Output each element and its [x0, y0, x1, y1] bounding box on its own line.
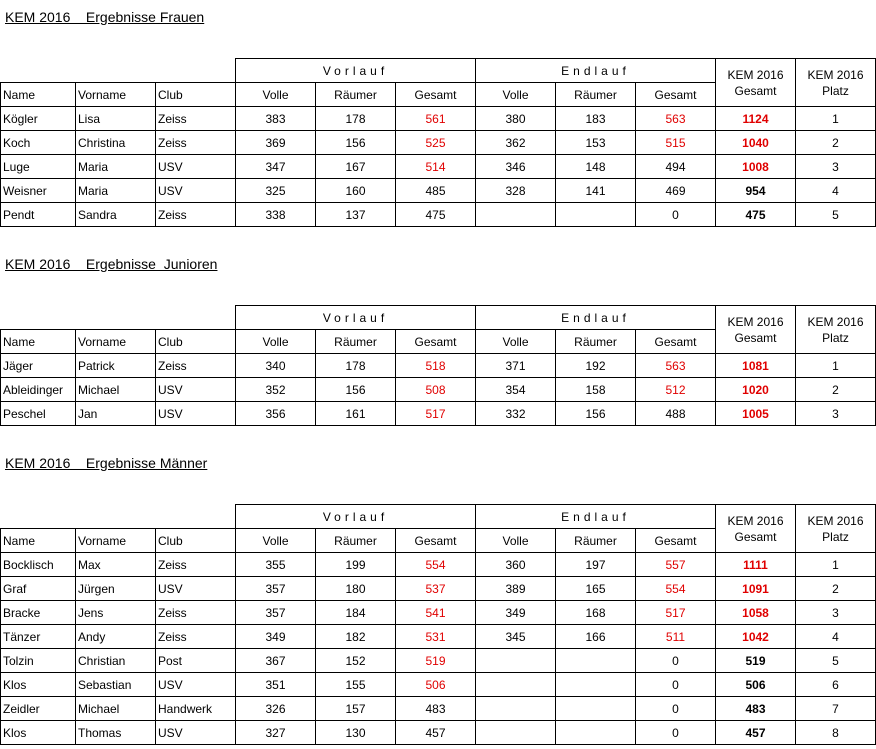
table-row	[1, 673, 876, 697]
table-row	[1, 179, 876, 203]
cell-e-volle	[476, 649, 556, 673]
results-table	[0, 504, 876, 745]
column-header-volle: Volle	[476, 83, 556, 107]
cell-e-gesamt: 563	[636, 107, 716, 131]
cell-kem: 506	[716, 673, 796, 697]
cell-v-volle: 338	[236, 203, 316, 227]
cell-e-gesamt: 0	[636, 649, 716, 673]
cell-e-raeumer: 168	[556, 601, 636, 625]
cell-v-volle: 347	[236, 155, 316, 179]
results-table	[0, 58, 876, 227]
cell-e-gesamt: 517	[636, 601, 716, 625]
cell-club: Zeiss	[156, 107, 236, 131]
cell-name: Kögler	[1, 107, 76, 131]
cell-name: Zeidler	[1, 697, 76, 721]
column-header-raeumer: Räumer	[556, 529, 636, 553]
cell-vorname: Sebastian	[76, 673, 156, 697]
header-vorlauf: Vorlauf	[236, 59, 476, 83]
cell-vorname: Maria	[76, 179, 156, 203]
cell-e-raeumer: 166	[556, 625, 636, 649]
section-title: KEM 2016 Ergebnisse Frauen	[5, 9, 205, 25]
cell-e-volle: 332	[476, 402, 556, 426]
cell-vorname: Maria	[76, 155, 156, 179]
cell-v-raeumer: 156	[316, 131, 396, 155]
cell-e-volle: 380	[476, 107, 556, 131]
cell-v-gesamt: 508	[396, 378, 476, 402]
header-vorlauf: Vorlauf	[236, 505, 476, 529]
cell-v-gesamt: 506	[396, 673, 476, 697]
cell-v-raeumer: 167	[316, 155, 396, 179]
cell-platz: 3	[796, 601, 876, 625]
header-vorlauf: Vorlauf	[236, 306, 476, 330]
cell-kem: 457	[716, 721, 796, 745]
header-endlauf: Endlauf	[476, 505, 716, 529]
cell-kem: 483	[716, 697, 796, 721]
table-row	[1, 625, 876, 649]
cell-v-gesamt: 475	[396, 203, 476, 227]
cell-e-volle: 328	[476, 179, 556, 203]
header-kem-platz: KEM 2016 Platz	[796, 306, 876, 354]
cell-club: Zeiss	[156, 625, 236, 649]
cell-kem: 1040	[716, 131, 796, 155]
column-header-volle: Volle	[236, 83, 316, 107]
column-header-club: Club	[156, 330, 236, 354]
cell-v-gesamt: 525	[396, 131, 476, 155]
cell-e-gesamt: 488	[636, 402, 716, 426]
header-endlauf: Endlauf	[476, 59, 716, 83]
cell-v-volle: 326	[236, 697, 316, 721]
cell-v-volle: 340	[236, 354, 316, 378]
cell-platz: 7	[796, 697, 876, 721]
cell-v-raeumer: 152	[316, 649, 396, 673]
cell-kem: 1111	[716, 553, 796, 577]
column-header-gesamt: Gesamt	[636, 330, 716, 354]
cell-e-gesamt: 0	[636, 721, 716, 745]
cell-e-raeumer: 153	[556, 131, 636, 155]
cell-vorname: Max	[76, 553, 156, 577]
header-kem-gesamt: KEM 2016 Gesamt	[716, 306, 796, 354]
cell-vorname: Jan	[76, 402, 156, 426]
cell-club: USV	[156, 577, 236, 601]
cell-kem: 1081	[716, 354, 796, 378]
cell-name: Weisner	[1, 179, 76, 203]
cell-e-gesamt: 0	[636, 697, 716, 721]
cell-club: USV	[156, 721, 236, 745]
cell-platz: 2	[796, 577, 876, 601]
cell-club: Zeiss	[156, 601, 236, 625]
cell-club: USV	[156, 155, 236, 179]
cell-e-volle	[476, 697, 556, 721]
table-row	[1, 131, 876, 155]
cell-v-raeumer: 161	[316, 402, 396, 426]
table-row	[1, 402, 876, 426]
cell-e-gesamt: 0	[636, 673, 716, 697]
cell-v-raeumer: 156	[316, 378, 396, 402]
column-header-vorname: Vorname	[76, 83, 156, 107]
cell-e-raeumer	[556, 203, 636, 227]
cell-e-raeumer	[556, 721, 636, 745]
cell-v-raeumer: 130	[316, 721, 396, 745]
cell-v-gesamt: 541	[396, 601, 476, 625]
column-header-raeumer: Räumer	[316, 529, 396, 553]
column-header-volle: Volle	[236, 330, 316, 354]
header-blank	[1, 59, 236, 83]
table-row	[1, 354, 876, 378]
cell-vorname: Jürgen	[76, 577, 156, 601]
cell-club: Zeiss	[156, 203, 236, 227]
cell-v-gesamt: 537	[396, 577, 476, 601]
cell-platz: 5	[796, 203, 876, 227]
cell-kem: 1058	[716, 601, 796, 625]
cell-platz: 8	[796, 721, 876, 745]
cell-club: USV	[156, 673, 236, 697]
table-row	[1, 577, 876, 601]
cell-platz: 3	[796, 402, 876, 426]
column-header-raeumer: Räumer	[316, 83, 396, 107]
column-header-raeumer: Räumer	[556, 330, 636, 354]
table-row	[1, 649, 876, 673]
cell-vorname: Andy	[76, 625, 156, 649]
cell-kem: 1124	[716, 107, 796, 131]
cell-e-gesamt: 554	[636, 577, 716, 601]
column-header-gesamt: Gesamt	[396, 83, 476, 107]
header-group-row	[1, 306, 876, 330]
cell-e-volle	[476, 203, 556, 227]
cell-v-gesamt: 518	[396, 354, 476, 378]
cell-vorname: Christina	[76, 131, 156, 155]
cell-e-gesamt: 512	[636, 378, 716, 402]
cell-v-raeumer: 157	[316, 697, 396, 721]
cell-e-gesamt: 515	[636, 131, 716, 155]
table-row	[1, 721, 876, 745]
cell-vorname: Thomas	[76, 721, 156, 745]
cell-name: Luge	[1, 155, 76, 179]
cell-name: Klos	[1, 721, 76, 745]
cell-e-raeumer: 183	[556, 107, 636, 131]
header-blank	[1, 505, 236, 529]
cell-v-raeumer: 178	[316, 354, 396, 378]
cell-e-raeumer	[556, 673, 636, 697]
cell-platz: 4	[796, 179, 876, 203]
cell-name: Koch	[1, 131, 76, 155]
column-header-name: Name	[1, 529, 76, 553]
table-row	[1, 107, 876, 131]
column-header-gesamt: Gesamt	[636, 529, 716, 553]
cell-v-raeumer: 155	[316, 673, 396, 697]
cell-v-volle: 352	[236, 378, 316, 402]
cell-name: Graf	[1, 577, 76, 601]
cell-name: Peschel	[1, 402, 76, 426]
table-row	[1, 697, 876, 721]
cell-e-gesamt: 557	[636, 553, 716, 577]
table-row	[1, 553, 876, 577]
cell-v-volle: 327	[236, 721, 316, 745]
cell-v-volle: 351	[236, 673, 316, 697]
cell-e-volle	[476, 673, 556, 697]
cell-e-raeumer: 192	[556, 354, 636, 378]
cell-platz: 1	[796, 354, 876, 378]
cell-platz: 4	[796, 625, 876, 649]
cell-v-volle: 357	[236, 601, 316, 625]
cell-e-raeumer: 148	[556, 155, 636, 179]
cell-v-gesamt: 517	[396, 402, 476, 426]
cell-kem: 1042	[716, 625, 796, 649]
cell-e-volle: 345	[476, 625, 556, 649]
column-header-volle: Volle	[476, 330, 556, 354]
cell-name: Bocklisch	[1, 553, 76, 577]
cell-e-raeumer: 141	[556, 179, 636, 203]
cell-v-volle: 325	[236, 179, 316, 203]
cell-v-raeumer: 178	[316, 107, 396, 131]
cell-v-raeumer: 182	[316, 625, 396, 649]
cell-kem: 1020	[716, 378, 796, 402]
cell-v-raeumer: 184	[316, 601, 396, 625]
cell-v-gesamt: 485	[396, 179, 476, 203]
cell-platz: 5	[796, 649, 876, 673]
cell-v-gesamt: 483	[396, 697, 476, 721]
cell-kem: 519	[716, 649, 796, 673]
cell-kem: 1005	[716, 402, 796, 426]
cell-v-volle: 355	[236, 553, 316, 577]
cell-e-gesamt: 0	[636, 203, 716, 227]
cell-vorname: Christian	[76, 649, 156, 673]
cell-v-raeumer: 160	[316, 179, 396, 203]
column-header-club: Club	[156, 83, 236, 107]
header-kem-platz: KEM 2016 Platz	[796, 59, 876, 107]
header-kem-platz: KEM 2016 Platz	[796, 505, 876, 553]
cell-e-volle: 371	[476, 354, 556, 378]
column-header-raeumer: Räumer	[556, 83, 636, 107]
cell-v-volle: 369	[236, 131, 316, 155]
header-blank	[1, 306, 236, 330]
results-table	[0, 305, 876, 426]
cell-e-volle: 354	[476, 378, 556, 402]
column-header-gesamt: Gesamt	[396, 529, 476, 553]
column-header-gesamt: Gesamt	[636, 83, 716, 107]
cell-e-raeumer: 197	[556, 553, 636, 577]
column-header-gesamt: Gesamt	[396, 330, 476, 354]
table-row	[1, 601, 876, 625]
cell-vorname: Michael	[76, 697, 156, 721]
cell-e-volle: 362	[476, 131, 556, 155]
column-header-volle: Volle	[236, 529, 316, 553]
cell-kem: 475	[716, 203, 796, 227]
header-kem-gesamt: KEM 2016 Gesamt	[716, 505, 796, 553]
header-endlauf: Endlauf	[476, 306, 716, 330]
header-group-row	[1, 59, 876, 83]
cell-club: USV	[156, 378, 236, 402]
cell-club: Post	[156, 649, 236, 673]
cell-e-volle: 349	[476, 601, 556, 625]
cell-v-volle: 383	[236, 107, 316, 131]
cell-name: Ableidinger	[1, 378, 76, 402]
column-header-raeumer: Räumer	[316, 330, 396, 354]
header-kem-gesamt: KEM 2016 Gesamt	[716, 59, 796, 107]
cell-v-volle: 356	[236, 402, 316, 426]
column-header-club: Club	[156, 529, 236, 553]
cell-kem: 1091	[716, 577, 796, 601]
cell-kem: 954	[716, 179, 796, 203]
cell-club: USV	[156, 179, 236, 203]
cell-platz: 2	[796, 131, 876, 155]
cell-v-raeumer: 199	[316, 553, 396, 577]
cell-e-gesamt: 494	[636, 155, 716, 179]
cell-vorname: Sandra	[76, 203, 156, 227]
cell-platz: 3	[796, 155, 876, 179]
cell-name: Bracke	[1, 601, 76, 625]
column-header-name: Name	[1, 330, 76, 354]
table-row	[1, 378, 876, 402]
column-header-vorname: Vorname	[76, 330, 156, 354]
cell-e-raeumer: 165	[556, 577, 636, 601]
cell-name: Tänzer	[1, 625, 76, 649]
cell-e-gesamt: 563	[636, 354, 716, 378]
cell-name: Klos	[1, 673, 76, 697]
cell-e-raeumer	[556, 649, 636, 673]
cell-name: Pendt	[1, 203, 76, 227]
cell-platz: 2	[796, 378, 876, 402]
cell-v-raeumer: 137	[316, 203, 396, 227]
table-row	[1, 203, 876, 227]
table-row	[1, 155, 876, 179]
cell-name: Jäger	[1, 354, 76, 378]
cell-platz: 1	[796, 107, 876, 131]
cell-vorname: Jens	[76, 601, 156, 625]
cell-vorname: Lisa	[76, 107, 156, 131]
cell-vorname: Patrick	[76, 354, 156, 378]
cell-e-gesamt: 469	[636, 179, 716, 203]
cell-club: Zeiss	[156, 354, 236, 378]
column-header-volle: Volle	[476, 529, 556, 553]
header-group-row	[1, 505, 876, 529]
cell-platz: 6	[796, 673, 876, 697]
cell-v-gesamt: 554	[396, 553, 476, 577]
cell-vorname: Michael	[76, 378, 156, 402]
cell-v-gesamt: 457	[396, 721, 476, 745]
cell-e-volle: 389	[476, 577, 556, 601]
cell-club: Zeiss	[156, 131, 236, 155]
cell-e-volle: 360	[476, 553, 556, 577]
cell-e-raeumer	[556, 697, 636, 721]
cell-v-volle: 357	[236, 577, 316, 601]
section-title: KEM 2016 Ergebnisse Junioren	[5, 256, 218, 272]
cell-v-volle: 349	[236, 625, 316, 649]
cell-platz: 1	[796, 553, 876, 577]
cell-v-volle: 367	[236, 649, 316, 673]
cell-club: USV	[156, 402, 236, 426]
cell-e-gesamt: 511	[636, 625, 716, 649]
cell-v-gesamt: 514	[396, 155, 476, 179]
cell-club: Zeiss	[156, 553, 236, 577]
section-title: KEM 2016 Ergebnisse Männer	[5, 455, 208, 471]
column-header-vorname: Vorname	[76, 529, 156, 553]
cell-v-raeumer: 180	[316, 577, 396, 601]
column-header-name: Name	[1, 83, 76, 107]
cell-e-raeumer: 158	[556, 378, 636, 402]
cell-name: Tolzin	[1, 649, 76, 673]
cell-e-volle	[476, 721, 556, 745]
cell-v-gesamt: 519	[396, 649, 476, 673]
cell-v-gesamt: 561	[396, 107, 476, 131]
cell-v-gesamt: 531	[396, 625, 476, 649]
cell-e-volle: 346	[476, 155, 556, 179]
cell-kem: 1008	[716, 155, 796, 179]
cell-e-raeumer: 156	[556, 402, 636, 426]
cell-club: Handwerk	[156, 697, 236, 721]
